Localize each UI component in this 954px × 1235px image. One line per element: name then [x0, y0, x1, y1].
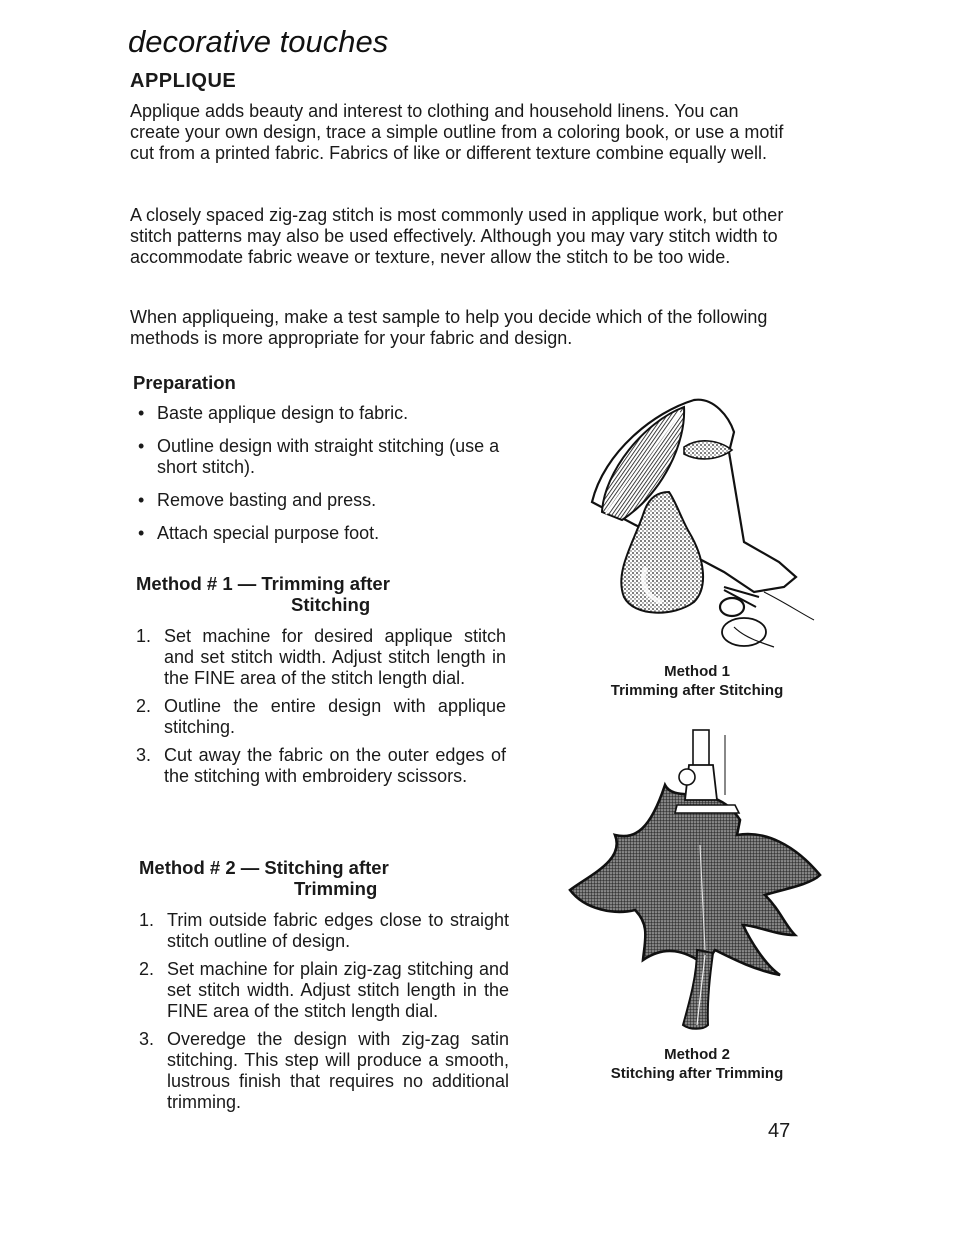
method-2-title-line-2: Trimming: [294, 878, 378, 899]
intro-paragraph-2: A closely spaced zig-zag stitch is most commonly used in applique work, but other stitch patterns may also be used effectively. Although you may vary stitch width to accommodate fabric weave or texture, never allow the stitch to be too wide.: [130, 205, 784, 267]
list-item: [139, 1029, 509, 1113]
method-2-title: [139, 857, 389, 899]
preparation-title: Preparation: [133, 372, 236, 393]
list-item: [136, 626, 506, 689]
figure-1-caption-line-1: Method 1: [664, 663, 730, 680]
method-2-title-line-1: Method # 2 — Stitching after: [139, 857, 389, 878]
list-item: • Remove basting and press.: [138, 490, 538, 511]
step-number: 1.: [136, 626, 152, 646]
figure-2-caption-line-1: Method 2: [664, 1046, 730, 1063]
chapter-title: decorative touches: [128, 24, 389, 59]
preparation-list: [138, 403, 538, 556]
list-item: • Baste applique design to fabric.: [138, 403, 538, 424]
step-text: Trim outside fabric edges close to straight stitch outline of design.: [167, 910, 509, 951]
pear-applique-illustration: [584, 392, 824, 664]
step-text: Cut away the fabric on the outer edges of the stitching with embroidery scissors.: [164, 745, 506, 786]
method-1-title-line-2: Stitching: [291, 594, 371, 615]
page-number: 47: [768, 1120, 791, 1142]
step-text: Outline the entire design with applique stitching.: [164, 696, 506, 737]
list-item: [136, 696, 506, 738]
presser-foot-icon: [675, 730, 739, 813]
figure-2-caption: [567, 1045, 827, 1083]
figure-2-caption-line-2: Stitching after Trimming: [610, 1065, 784, 1082]
intro-paragraph-3: When appliqueing, make a test sample to help you decide which of the following methods is more appropriate for your fabric and design.: [130, 307, 768, 348]
step-text: Overedge the design with zig-zag satin stitching. This step will produce a smooth, lustrous finish that requires no additional trimming.: [167, 1029, 509, 1112]
list-item: [136, 745, 506, 787]
step-number: 2.: [136, 696, 152, 716]
leaf-applique-illustration: [565, 725, 825, 1040]
scissors-icon: [720, 587, 814, 647]
step-number: 2.: [139, 959, 155, 979]
list-item: [139, 910, 509, 952]
step-number: 3.: [139, 1029, 155, 1049]
method-2-steps: [139, 910, 509, 1120]
list-item: [139, 959, 509, 1022]
intro-paragraph-1: Applique adds beauty and interest to clothing and household linens. You can create your own design, trace a simple outline from a coloring book, or use a motif cut from a printed fabric. Fabrics of like or different texture combine equally well.: [130, 101, 784, 163]
figure-1-caption: [567, 662, 827, 700]
section-title: APPLIQUE: [130, 70, 237, 92]
method-1-title-line-1: Method # 1 — Trimming after: [136, 573, 390, 594]
list-item: • Outline design with straight stitching (use a short stitch).: [138, 436, 538, 478]
step-number: 3.: [136, 745, 152, 765]
method-1-steps: [136, 626, 506, 794]
step-number: 1.: [139, 910, 155, 930]
step-text: Set machine for plain zig-zag stitching and set stitch width. Adjust stitch length in the FINE area of the stitch length dial.: [167, 959, 509, 1021]
step-text: Set machine for desired applique stitch and set stitch width. Adjust stitch length in the FINE area of the stitch length dial.: [164, 626, 506, 688]
method-1-title: [136, 573, 390, 615]
list-item: • Attach special purpose foot.: [138, 523, 538, 544]
figure-1-caption-line-2: Trimming after Stitching: [610, 682, 784, 699]
